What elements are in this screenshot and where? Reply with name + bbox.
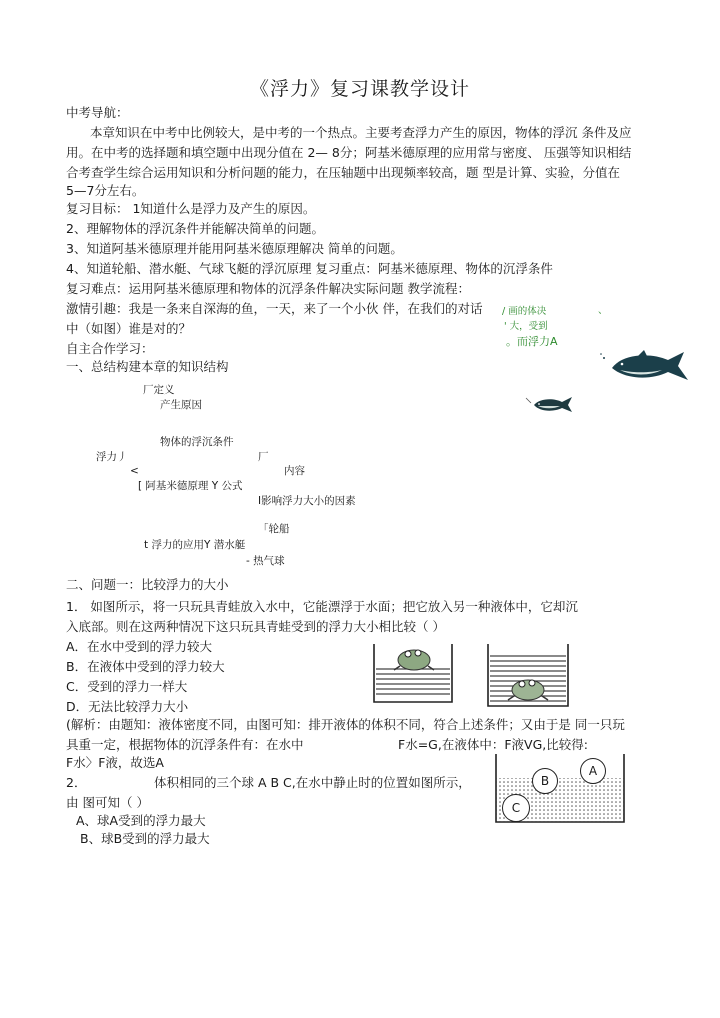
ball-tank-diagram — [494, 752, 626, 824]
beaker-liquid-image — [486, 642, 570, 708]
q1-stem-line-2: 入底部。则在这两种情况下这只玩具青蛙受到的浮力大小相比较（ ） — [66, 619, 445, 634]
q1-option-d: D．无法比较浮力大小 — [66, 699, 189, 714]
self-study-line: 自主合作学习： — [66, 341, 154, 356]
intro-line-1: 本章知识在中考中比例较大，是中考的一个热点。主要考查浮力产生的原因，物体的浮沉 条件及应 — [90, 125, 632, 140]
goal-line: 4、知道轮船、潜水艇、气球飞艇的浮沉原理 复习重点：阿基米德原理、物体的沉浮条件 — [66, 261, 553, 276]
q1-analysis-formula: F水=G,在液体中：F液VG,比较得: — [398, 737, 588, 752]
tree-definition: 厂定义 — [143, 384, 175, 396]
tree-content: 内容 — [284, 465, 305, 477]
fish-bubble-text: / 画的体决 — [502, 306, 547, 317]
q1-stem-line-1: 1． 如图所示，将一只玩具青蛙放入水中，它能漂浮于水面；把它放入另一种液体中，它却沉 — [66, 599, 578, 614]
q2-stem-line-2: 由 图可知（ ） — [66, 795, 149, 810]
goal-line: 3、知道阿基米德原理并能用阿基米德原理解决 简单的问题。 — [66, 241, 403, 256]
fish-bubble-text: ' 大，受到 — [504, 321, 548, 332]
ball-a: A — [580, 758, 606, 784]
tree-balloon: - 热气球 — [246, 555, 285, 567]
fish-bubble-text: 、 — [598, 305, 608, 316]
tree-lt: < — [130, 465, 139, 477]
q2-stem-line-1: 体积相同的三个球 A B C,在水中静止时的位置如图所示， — [154, 775, 471, 790]
goal-line: 复习目标： 1知道什么是浮力及产生的原因。 — [66, 201, 316, 216]
intro-story-line-2: 中（如图）谁是对的？ — [66, 321, 192, 336]
goal-line: 2、理解物体的浮沉条件并能解决简单的问题。 — [66, 221, 324, 236]
intro-line-3: 合考查学生综合运用知识和分析问题的能力，在压轴题中出现频率较高，题 型是计算、实验，分值在 — [66, 165, 620, 180]
tree-application: t 浮力的应用Y 潜水艇 — [144, 539, 246, 551]
tree-factors: I影响浮力大小的因素 — [258, 495, 356, 507]
intro-line-2: 用。在中考的选择题和填空题中出现分值在 2— 8分；阿基米德原理的应用常与密度、 压强等知识相结 — [66, 145, 632, 160]
page-title: 《浮力》复习课教学设计 — [250, 78, 471, 100]
q1-option-c: C．受到的浮力一样大 — [66, 679, 188, 694]
tree-archimedes: [ 阿基米德原理 Y 公式 — [138, 480, 243, 492]
ball-c: C — [502, 794, 530, 822]
beaker-water-image — [372, 642, 454, 704]
q1-analysis-line-1: (解析：由题知：液体密度不同，由图可知：排开液体的体积不同，符合上述条件；又由于是 同一只玩 — [66, 717, 625, 732]
section-1-heading: 一、总结构建本章的知识结构 — [66, 359, 229, 374]
nav-heading: 中考导航： — [66, 105, 129, 120]
q1-analysis-line-2: 具重一定，根据物体的沉浮条件有：在水中 — [66, 737, 304, 752]
intro-line-4: 5—7分左右。 — [66, 183, 145, 198]
q2-number: 2． — [66, 775, 87, 790]
tree-float-condition: 物体的浮沉条件 — [160, 436, 234, 448]
intro-story-line: 激情引趣：我是一条来自深海的鱼，一天，来了一个小伙 伴，在我们的对话 — [66, 301, 483, 316]
small-fish-image — [524, 394, 576, 416]
q1-option-a: A．在水中受到的浮力较大 — [66, 639, 213, 654]
fish-bubble-text: 。而浮力A — [506, 335, 558, 348]
tree-root: 浮力丿 — [96, 451, 128, 463]
q1-analysis-line-3: F水〉F液，故选A — [66, 755, 164, 770]
ball-b: B — [532, 768, 558, 794]
difficulty-line: 复习难点：运用阿基米德原理和物体的沉浮条件解决实际问题 教学流程： — [66, 281, 470, 296]
tree-cause: 产生原因 — [160, 399, 202, 411]
section-2-heading: 二、问题一：比较浮力的大小 — [66, 577, 229, 592]
tree-bracket: 厂 — [258, 451, 269, 463]
big-fish-image — [598, 346, 694, 386]
q2-option-b: B、球B受到的浮力最大 — [80, 831, 210, 846]
tree-ship: 「轮船 — [258, 523, 290, 535]
q2-option-a: A、球A受到的浮力最大 — [76, 813, 206, 828]
q1-option-b: B．在液体中受到的浮力较大 — [66, 659, 225, 674]
